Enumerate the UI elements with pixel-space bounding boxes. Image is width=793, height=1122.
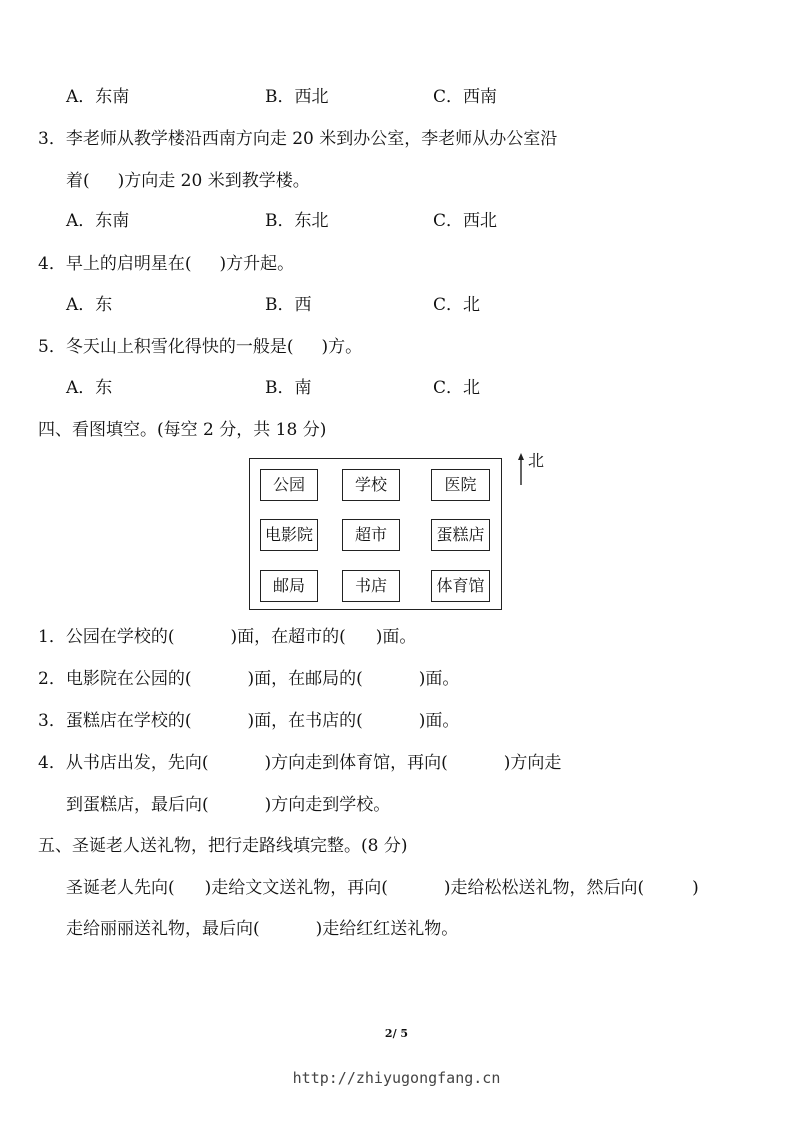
q5-option-a: A．东 xyxy=(66,378,113,398)
q3-stem-line2: 着( )方向走 20 米到教学楼。 xyxy=(66,171,310,191)
map-cell-cake-shop: 蛋糕店 xyxy=(431,519,490,551)
q3-option-c: C．西北 xyxy=(433,211,498,231)
map-cell-cinema: 电影院 xyxy=(260,519,318,551)
map-cell-supermarket: 超市 xyxy=(342,519,400,551)
q4-option-b: B．西 xyxy=(265,295,312,315)
footer-url: http://zhiyugongfang.cn xyxy=(292,1069,501,1087)
section4-q3: 3．蛋糕店在学校的( )面，在书店的( )面。 xyxy=(38,711,460,731)
north-label: 北 xyxy=(528,451,545,470)
q3-option-a: A．东南 xyxy=(66,211,130,231)
map-cell-hospital: 医院 xyxy=(431,469,490,501)
q2-option-c: C．西南 xyxy=(433,87,498,107)
q2-option-a: A．东南 xyxy=(66,87,130,107)
section4-title: 四、看图填空。(每空 2 分，共 18 分) xyxy=(38,420,327,440)
map-cell-bookstore: 书店 xyxy=(342,570,400,602)
section4-q2: 2．电影院在公园的( )面，在邮局的( )面。 xyxy=(38,669,460,689)
q3-option-b: B．东北 xyxy=(265,211,329,231)
section4-q1: 1．公园在学校的( )面，在超市的( )面。 xyxy=(38,627,417,647)
page-number: 2/ 5 xyxy=(384,1027,409,1040)
q5-option-b: B．南 xyxy=(265,378,312,398)
section4-q4-line1: 4．从书店出发，先向( )方向走到体育馆，再向( )方向走 xyxy=(38,753,562,773)
section5-title: 五、圣诞老人送礼物，把行走路线填完整。(8 分) xyxy=(38,836,408,856)
map-cell-gym: 体育馆 xyxy=(431,570,490,602)
section4-q4-line2: 到蛋糕店，最后向( )方向走到学校。 xyxy=(66,795,391,815)
map-cell-park: 公园 xyxy=(260,469,318,501)
q4-option-a: A．东 xyxy=(66,295,113,315)
q2-option-b: B．西北 xyxy=(265,87,329,107)
map-cell-school: 学校 xyxy=(342,469,400,501)
q4-stem: 4．早上的启明星在( )方升起。 xyxy=(38,254,295,274)
q5-stem: 5．冬天山上积雪化得快的一般是( )方。 xyxy=(38,337,363,357)
map-cell-post-office: 邮局 xyxy=(260,570,318,602)
q4-option-c: C．北 xyxy=(433,295,481,315)
direction-map xyxy=(249,458,502,610)
q5-option-c: C．北 xyxy=(433,378,481,398)
q3-stem-line1: 3．李老师从教学楼沿西南方向走 20 米到办公室，李老师从办公室沿 xyxy=(38,129,558,149)
section5-line1: 圣诞老人先向( )走给文文送礼物，再向( )走给松松送礼物，然后向( ) xyxy=(66,878,699,898)
section5-line2: 走给丽丽送礼物，最后向( )走给红红送礼物。 xyxy=(66,919,459,939)
